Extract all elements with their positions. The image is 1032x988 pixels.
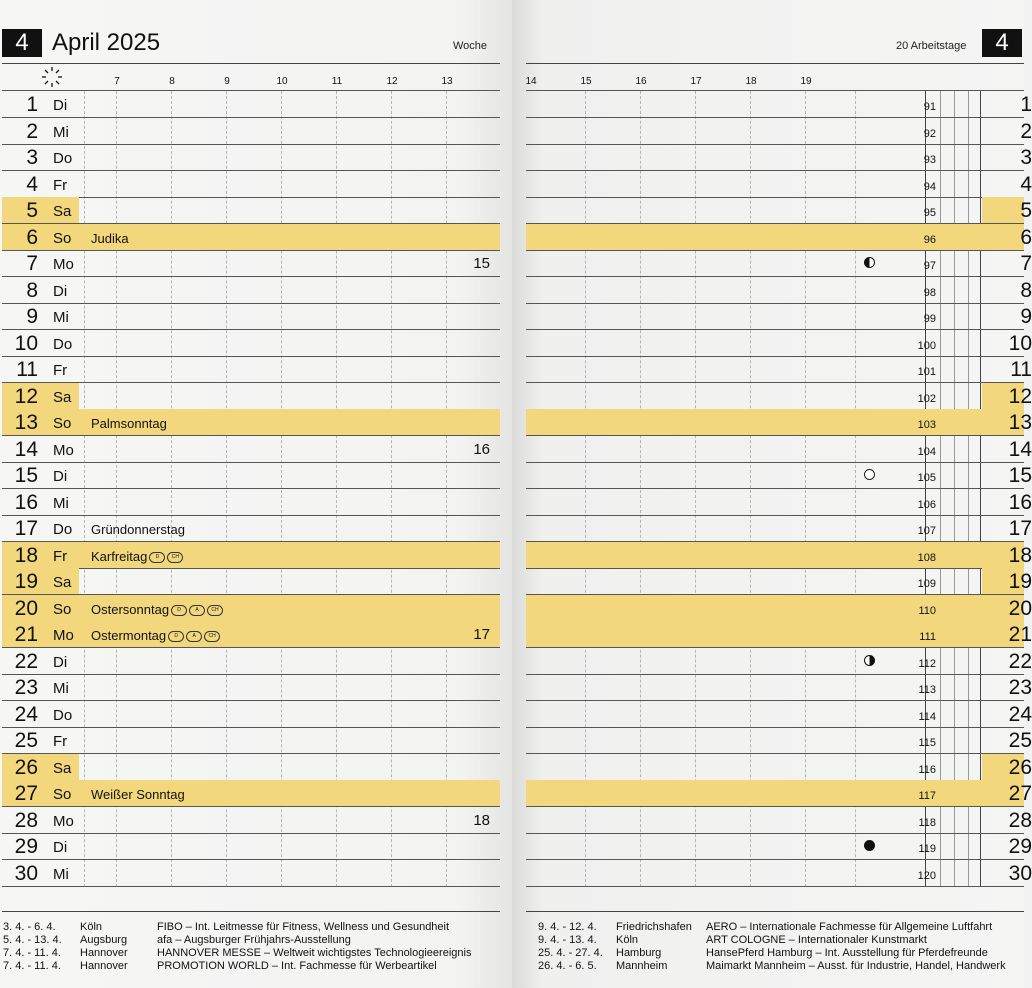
day-of-year: 106 (917, 498, 936, 511)
hour-label: 12 (386, 76, 398, 87)
day-row[interactable] (2, 356, 500, 382)
day-number: 2 (26, 119, 38, 143)
day-row-right[interactable] (526, 171, 1032, 197)
day-of-year: 93 (923, 154, 936, 166)
holiday-name (91, 787, 185, 802)
day-number: 25 (14, 729, 38, 752)
day-number: 7 (26, 252, 38, 275)
day-number-right: 28 (1008, 808, 1032, 832)
fair-name: ART COLOGNE – Internationaler Kunstmarkt (706, 934, 927, 946)
fair-name: afa – Augsburger Frühjahrs-Ausstellung (157, 934, 351, 946)
day-number: 6 (26, 225, 38, 249)
day-number: 4 (26, 172, 38, 196)
day-row-right[interactable] (526, 356, 1032, 382)
day-of-year: 92 (923, 127, 936, 140)
page-title: April 2025 (52, 29, 161, 56)
day-number-right: 30 (1008, 861, 1032, 885)
day-row-right[interactable] (526, 462, 1032, 488)
hour-label: 14 (525, 76, 537, 87)
day-row[interactable] (2, 674, 500, 700)
holiday-name (91, 231, 129, 246)
day-of-year: 110 (918, 604, 936, 617)
weekday: Do (53, 706, 73, 724)
day-of-year: 115 (918, 737, 936, 749)
day-row[interactable] (2, 250, 500, 276)
day-row-right[interactable] (526, 118, 1032, 144)
country-badge: D (171, 605, 187, 616)
holiday-text: Palmsonntag (91, 416, 167, 431)
weekday: Do (53, 521, 73, 538)
day-row[interactable] (2, 860, 500, 886)
day-number: 15 (14, 464, 38, 487)
sunrise-icon (41, 66, 63, 88)
weekday: Do (53, 150, 73, 167)
day-of-year: 120 (917, 869, 936, 882)
holiday-name (91, 602, 223, 617)
weekday: So (53, 415, 72, 432)
weekday: Mo (53, 441, 74, 459)
day-number: 29 (14, 835, 38, 858)
fair-dates: 5. 4. - 13. 4. (3, 934, 62, 946)
header-rule (2, 63, 500, 64)
fair-dates: 7. 4. - 11. 4. (3, 960, 61, 972)
holiday-text: Gründonnerstag (91, 522, 185, 537)
weekday: Fr (53, 176, 68, 194)
day-of-year: 107 (917, 525, 936, 537)
day-number-right: 7 (1020, 252, 1032, 275)
holiday-text: Weißer Sonntag (91, 787, 185, 802)
day-row[interactable] (2, 807, 500, 833)
day-row-right[interactable] (526, 727, 1032, 753)
day-row[interactable] (2, 727, 500, 753)
weekday: Do (53, 335, 73, 353)
country-badge: D (168, 631, 184, 642)
day-row-right[interactable] (526, 780, 1032, 806)
day-row-right[interactable] (526, 489, 1032, 515)
day-row[interactable] (2, 436, 500, 462)
weekday: So (53, 229, 72, 247)
holiday-name (91, 549, 183, 564)
fair-dates: 7. 4. - 11. 4. (3, 947, 61, 959)
day-number-right: 22 (1008, 649, 1032, 673)
holiday-name (91, 416, 167, 431)
day-number-right: 29 (1008, 835, 1032, 858)
row-rule (526, 886, 1024, 887)
day-number: 5 (26, 199, 38, 222)
weekday: Mo (53, 812, 74, 830)
country-badge: CH (204, 631, 220, 642)
day-number-right: 19 (1008, 570, 1032, 593)
day-of-year: 105 (917, 472, 936, 484)
day-of-year: 95 (923, 207, 936, 219)
weekday: Mi (53, 123, 69, 141)
day-row-right[interactable] (526, 621, 1032, 647)
day-number: 11 (16, 358, 38, 381)
day-row[interactable] (2, 144, 500, 170)
header-rule-right (526, 63, 1024, 64)
day-row-right[interactable] (526, 568, 1032, 594)
day-of-year: 108 (917, 551, 936, 564)
holiday-name (91, 522, 185, 537)
day-row[interactable] (2, 542, 500, 568)
day-number: 22 (14, 649, 38, 673)
country-badge: CH (167, 552, 183, 563)
row-rule (526, 90, 1024, 91)
fair-city: Hamburg (616, 947, 662, 959)
row-rule (2, 886, 500, 887)
day-number-right: 25 (1008, 729, 1032, 752)
week-number: 16 (473, 440, 490, 458)
day-of-year: 102 (917, 392, 936, 405)
month-number-box-right: 4 (982, 29, 1022, 57)
day-number-right: 9 (1020, 305, 1032, 328)
day-of-year: 111 (919, 631, 936, 643)
day-number: 26 (14, 755, 38, 779)
weekday: Di (53, 839, 68, 856)
day-number: 8 (26, 278, 38, 302)
weekday: Fr (53, 362, 68, 379)
day-row-right[interactable] (526, 674, 1032, 700)
day-number-right: 17 (1008, 517, 1032, 540)
day-number: 18 (14, 543, 38, 567)
day-number: 14 (14, 437, 38, 461)
weekday: Mo (53, 256, 74, 273)
fair-name: HansePferd Hamburg – Int. Ausstellung für Pferdefreunde (706, 947, 988, 959)
day-of-year: 116 (918, 763, 936, 776)
day-row-right[interactable] (526, 144, 1032, 170)
hour-label: 13 (441, 76, 453, 87)
day-number-right: 5 (1020, 199, 1032, 222)
day-row-right[interactable] (526, 860, 1032, 886)
day-number: 13 (14, 411, 38, 434)
day-row-right[interactable] (526, 542, 1032, 568)
hour-label: 16 (635, 76, 647, 87)
day-of-year: 100 (917, 339, 936, 352)
day-row-right[interactable] (526, 224, 1032, 250)
fair-name: HANNOVER MESSE – Weltweit wichtigstes Technologieereignis (157, 947, 472, 959)
day-of-year: 103 (917, 419, 936, 431)
weekday: Di (53, 282, 68, 300)
day-number: 27 (14, 782, 38, 805)
day-number: 21 (14, 623, 38, 646)
holiday-text: Judika (91, 230, 129, 246)
day-number: 28 (14, 808, 38, 832)
fair-dates: 9. 4. - 12. 4. (538, 921, 597, 933)
day-of-year: 91 (923, 101, 936, 113)
hour-label: 10 (276, 76, 288, 87)
fair-city: Hannover (80, 960, 128, 972)
week-label: Woche (453, 40, 488, 52)
day-number-right: 13 (1008, 411, 1032, 434)
day-row[interactable] (2, 568, 500, 594)
weekday: Mi (53, 494, 69, 512)
day-number: 19 (14, 570, 38, 593)
weekday: Fr (53, 547, 68, 565)
fair-city: Hannover (80, 947, 128, 959)
weekday: Di (53, 97, 68, 114)
day-number-right: 8 (1020, 278, 1032, 302)
hour-label: 7 (114, 76, 120, 87)
weekday: Fr (53, 733, 68, 750)
day-row-right[interactable] (526, 277, 1032, 303)
day-of-year: 119 (918, 843, 936, 855)
day-number-right: 4 (1020, 172, 1032, 196)
day-number: 3 (26, 146, 38, 169)
day-row[interactable] (2, 171, 500, 197)
fair-dates: 26. 4. - 6. 5. (538, 960, 597, 972)
week-number: 15 (473, 255, 490, 272)
day-number: 20 (14, 596, 38, 620)
day-row-right[interactable] (526, 409, 1032, 435)
day-row[interactable] (2, 118, 500, 144)
day-row-right[interactable] (526, 515, 1032, 541)
day-of-year: 117 (918, 790, 936, 802)
day-row[interactable] (2, 833, 500, 859)
weekday: Mi (53, 865, 69, 883)
hour-label: 19 (800, 76, 812, 87)
day-row[interactable] (2, 595, 500, 621)
day-number-right: 1 (1020, 93, 1032, 116)
day-row-right[interactable] (526, 701, 1032, 727)
footer-rule (2, 911, 500, 912)
day-row[interactable] (2, 701, 500, 727)
fair-city: Augsburg (80, 934, 128, 946)
weekday: Mi (53, 309, 69, 326)
day-row-right[interactable] (526, 303, 1032, 329)
fair-dates: 3. 4. - 6. 4. (3, 921, 56, 933)
country-badge: CH (207, 605, 223, 616)
weekday: Sa (53, 388, 72, 406)
day-number-right: 24 (1008, 702, 1032, 726)
day-number: 30 (14, 861, 38, 885)
day-row-right[interactable] (526, 833, 1032, 859)
weekday: Mi (53, 680, 69, 697)
day-row-right[interactable] (526, 250, 1032, 276)
day-row-right[interactable] (526, 807, 1032, 833)
fair-dates: 25. 4. - 27. 4. (538, 947, 603, 959)
weekday: So (53, 600, 72, 618)
day-row[interactable] (2, 277, 500, 303)
day-row[interactable] (2, 330, 500, 356)
fair-name: PROMOTION WORLD – Int. Fachmesse für Werbeartikel (157, 960, 437, 972)
holiday-name (91, 628, 220, 643)
holiday-text: Karfreitag (91, 548, 148, 564)
day-row-right[interactable] (526, 595, 1032, 621)
day-row-right[interactable] (526, 383, 1032, 409)
day-number-right: 2 (1020, 119, 1032, 143)
footer-rule-right (526, 911, 1024, 912)
day-row[interactable] (2, 383, 500, 409)
day-number: 1 (26, 93, 38, 116)
day-number: 10 (14, 331, 38, 355)
fair-city: Friedrichshafen (616, 921, 692, 933)
day-of-year: 109 (917, 578, 936, 590)
hour-label: 8 (169, 76, 175, 87)
day-number-right: 15 (1008, 464, 1032, 487)
day-of-year: 101 (917, 366, 936, 378)
fair-city: Köln (616, 934, 639, 946)
day-row[interactable] (2, 409, 500, 435)
day-of-year: 118 (918, 816, 936, 829)
day-row[interactable] (2, 515, 500, 541)
holiday-text: Ostersonntag (91, 601, 170, 617)
country-badge: A (186, 631, 202, 642)
day-of-year: 98 (923, 286, 936, 299)
country-badge: D (149, 552, 165, 563)
fair-name: FIBO – Int. Leitmesse für Fitness, Wellness und Gesundheit (157, 921, 450, 933)
day-row[interactable] (2, 489, 500, 515)
day-number: 16 (14, 490, 38, 514)
weekday: So (53, 786, 72, 803)
day-of-year: 96 (923, 233, 936, 246)
day-number-right: 6 (1020, 225, 1032, 249)
day-row[interactable] (2, 224, 500, 250)
day-of-year: 112 (918, 657, 936, 670)
day-number-right: 23 (1008, 676, 1032, 699)
day-row[interactable] (2, 197, 500, 223)
weekday: Sa (53, 203, 72, 220)
day-number-right: 18 (1008, 543, 1032, 567)
day-number-right: 26 (1008, 755, 1032, 779)
weekday: Di (53, 468, 68, 485)
hour-label: 11 (331, 76, 343, 87)
month-number-box: 4 (2, 29, 42, 57)
fair-dates: 9. 4. - 13. 4. (538, 934, 597, 946)
day-row-right[interactable] (526, 436, 1032, 462)
right-page (512, 0, 1032, 988)
day-number-right: 16 (1008, 490, 1032, 514)
day-number: 17 (14, 517, 38, 540)
day-number-right: 20 (1008, 596, 1032, 620)
day-row[interactable] (2, 462, 500, 488)
day-row-right[interactable] (526, 91, 1032, 117)
day-of-year: 97 (923, 260, 936, 272)
week-number: 18 (473, 811, 490, 829)
fair-city: Mannheim (616, 960, 668, 972)
day-row[interactable] (2, 648, 500, 674)
day-number: 12 (14, 384, 38, 408)
day-number-right: 3 (1020, 146, 1032, 169)
day-row[interactable] (2, 621, 500, 647)
day-of-year: 114 (918, 710, 936, 723)
row-rule (2, 90, 500, 91)
weekday: Mo (53, 627, 74, 644)
day-number-right: 21 (1008, 623, 1032, 646)
day-number-right: 10 (1008, 331, 1032, 355)
weekday: Di (53, 653, 68, 671)
day-number-right: 14 (1008, 437, 1032, 461)
week-number: 17 (473, 626, 490, 643)
day-row[interactable] (2, 780, 500, 806)
weekday: Sa (53, 759, 72, 777)
country-badge: A (189, 605, 205, 616)
day-of-year: 99 (923, 313, 936, 325)
day-number-right: 12 (1008, 384, 1032, 408)
hour-label: 9 (224, 76, 230, 87)
holiday-text: Ostermontag (91, 628, 167, 643)
day-number: 23 (14, 676, 38, 699)
day-row-right[interactable] (526, 330, 1032, 356)
day-number-right: 11 (1010, 358, 1032, 381)
day-number: 9 (26, 305, 38, 328)
hour-label: 18 (745, 76, 757, 87)
workdays-label: 20 Arbeitstage (896, 40, 967, 52)
fair-city: Köln (80, 921, 103, 933)
day-row[interactable] (2, 754, 500, 780)
hour-label: 15 (580, 76, 592, 87)
day-of-year: 94 (923, 180, 936, 193)
left-page (0, 0, 512, 988)
fair-name: AERO – Internationale Fachmesse für Allgemeine Luftfahrt (706, 921, 993, 933)
day-number-right: 27 (1008, 782, 1032, 805)
day-of-year: 104 (917, 445, 936, 458)
hour-label: 17 (690, 76, 702, 87)
day-row-right[interactable] (526, 648, 1032, 674)
day-row[interactable] (2, 91, 500, 117)
day-row[interactable] (2, 303, 500, 329)
day-row-right[interactable] (526, 754, 1032, 780)
day-number: 24 (14, 702, 38, 726)
weekday: Sa (53, 574, 72, 591)
day-of-year: 113 (918, 684, 936, 696)
day-row-right[interactable] (526, 197, 1032, 223)
fair-name: Maimarkt Mannheim – Ausst. für Industrie, Handel, Handwerk (706, 960, 1006, 972)
